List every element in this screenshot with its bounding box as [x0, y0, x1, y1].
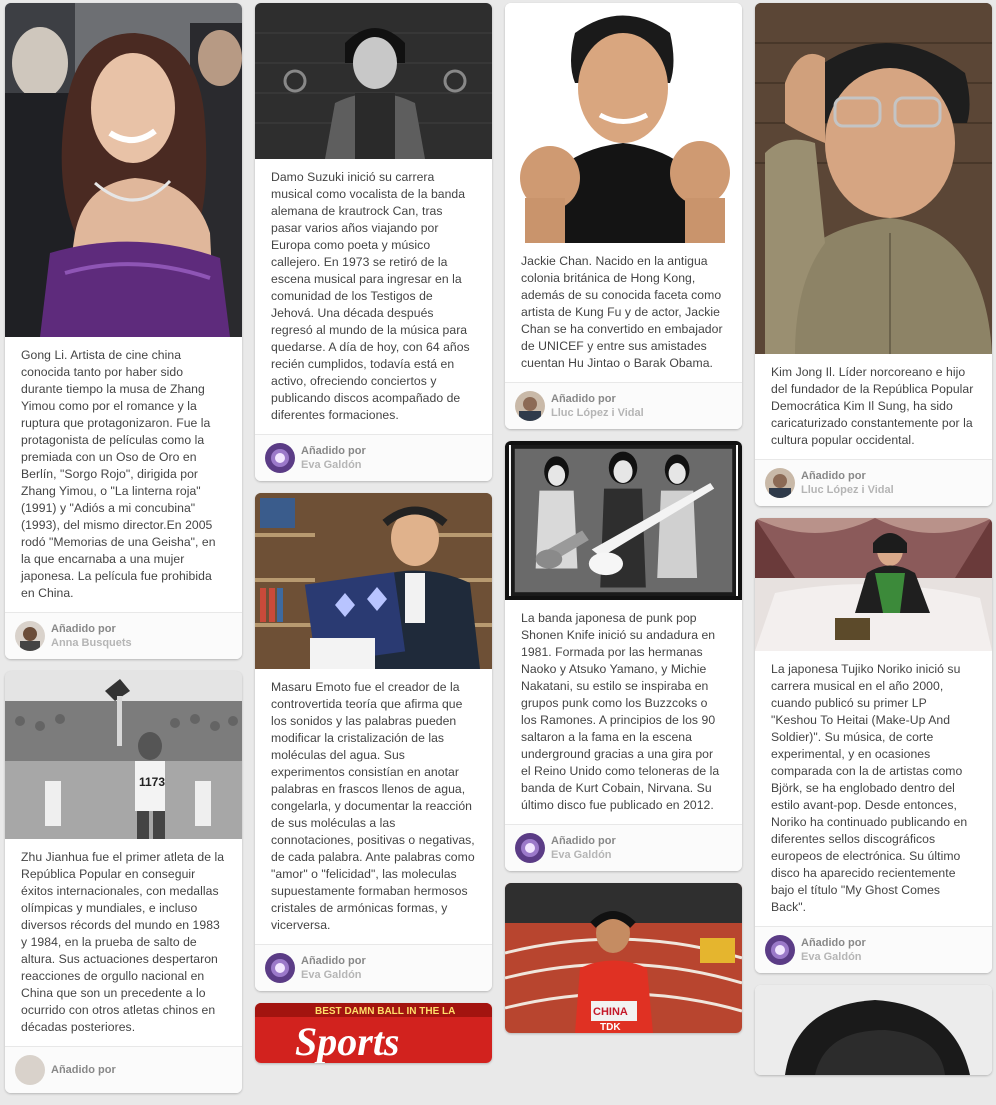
added-by-label: Añadido por: [801, 937, 866, 949]
added-by-label: Añadido por: [551, 835, 616, 847]
pin-description: La banda japonesa de punk pop Shonen Knife inició su andadura en 1981. Formada por las hermanas Naoko y Atsuko Yamano, y Michie Nakatani, su estilo se inspiraba en grupos punk como los Buzzcoks o los Ramones. A principios de los 90 saltaron a la fama en la escena underground gracias a una gira por el Reino Unido como teloneras de la banda de Kurt Cobain, Nirvana. Su último disco fue publicado en 2012.: [521, 611, 720, 812]
added-by-label: Añadido por: [51, 1064, 116, 1076]
sports-magazine-photo[interactable]: [255, 1003, 492, 1063]
user-avatar[interactable]: [765, 468, 795, 498]
user-name[interactable]: Eva Galdón: [301, 459, 362, 471]
pin-kim-jong-il[interactable]: [755, 3, 992, 506]
pin-gong-li[interactable]: [5, 3, 242, 659]
shonen-knife-photo[interactable]: [505, 441, 742, 600]
pin-masaru-emoto[interactable]: [255, 493, 492, 991]
added-by-label: Añadido por: [801, 470, 866, 482]
pin-footer[interactable]: [505, 824, 742, 871]
user-name[interactable]: Eva Galdón: [801, 951, 862, 963]
pin-description: Gong Li. Artista de cine china conocida tanto por haber sido durante tiempo la musa de Zhang Yimou como por el romance y la ruptura que protagonizaron. Fue la protagonista de películas como la premiada con un Oso de Oro en Berlín, "Sorgo Rojo", dirigida por Zhang Yimou, o "La linterna roja" (1991) y "Adiós a mi concubina" (1993), del mismo director.En 2005 rodó "Memorias de una Geisha", en la que encarnaba a una mujer japonesa. La película fue prohibida en China.: [21, 348, 216, 600]
kim-jong-il-photo[interactable]: [755, 3, 992, 354]
pin-description: La japonesa Tujiko Noriko inició su carrera musical en el año 2000, cuando publicó su primer LP "Keshou To Heitai (Make-Up And Soldier)". Su música, de corte experimental, y en ocasiones comparada con la de artistas como Björk, se ha englobado dentro del estilo avant-pop. Desde entonces, Noriko ha continuado publicando en diferentes sellos discográficos europeos de electrónica. Su último disco ha aparecido recientemente bajo el título "My Ghost Comes Back".: [771, 662, 968, 914]
pin-jackie-chan[interactable]: [505, 3, 742, 429]
user-name[interactable]: Eva Galdón: [551, 849, 612, 861]
pin-footer[interactable]: [505, 382, 742, 429]
portrait-photo[interactable]: [755, 985, 992, 1075]
added-by-label: Añadido por: [301, 445, 366, 457]
pin-damo-suzuki[interactable]: [255, 3, 492, 481]
pin-footer[interactable]: [255, 434, 492, 481]
pin-athlete[interactable]: [505, 883, 742, 1033]
pin-footer[interactable]: [755, 459, 992, 506]
tujiko-noriko-photo[interactable]: [755, 518, 992, 651]
pin-description: Masaru Emoto fue el creador de la controvertida teoría que afirma que los sonidos y las palabras pueden modificar la cristalización de las moléculas del agua. Sus experimentos consistían en anotar palabras en frascos llenos de agua, congelarla, y documentar la reacción de sus moléculas a las connotaciones, positivas o negativas, de cada palabra. Ante palabras como "amor" o "felicidad", las moleculas supuestamente formaban hermosos cristales de armónicas formas, y vicerversa.: [271, 680, 475, 932]
added-by-label: Añadido por: [301, 955, 366, 967]
jackie-chan-photo[interactable]: [505, 3, 742, 243]
pin-shonen-knife[interactable]: [505, 441, 742, 871]
pin-description: Jackie Chan. Nacido en la antigua colonia británica de Hong Kong, además de su conocida faceta como artista de Kung Fu y de actor, Jackie Chan se ha convertido en embajador de UNICEF y entre sus amistades cuentan Hu Jintao o Barak Obama.: [521, 254, 723, 370]
athlete-photo[interactable]: [505, 883, 742, 1033]
magazine-title: Sports: [295, 1019, 400, 1063]
pin-portrait[interactable]: [755, 985, 992, 1075]
pin-footer[interactable]: [755, 926, 992, 973]
gong-li-photo[interactable]: [5, 3, 242, 337]
added-by-label: Añadido por: [551, 393, 616, 405]
magazine-banner: BEST DAMN BALL IN THE LA: [315, 1006, 456, 1017]
pin-description: Kim Jong Il. Líder norcoreano e hijo del fundador de la República Popular Democrática Kim Il Sung, ha sido caricaturizado constantemente por la cultura popular occidental.: [771, 365, 974, 447]
sponsor-text: TDK: [600, 1022, 621, 1033]
pin-footer[interactable]: [5, 1046, 242, 1093]
pin-tujiko-noriko[interactable]: [755, 518, 992, 973]
user-avatar[interactable]: [265, 953, 295, 983]
user-name[interactable]: Eva Galdón: [301, 969, 362, 981]
bib-number: 1173: [139, 775, 166, 789]
user-avatar[interactable]: [265, 443, 295, 473]
user-avatar[interactable]: [765, 935, 795, 965]
user-name[interactable]: Lluc López i Vidal: [801, 484, 894, 496]
user-avatar[interactable]: [515, 391, 545, 421]
damo-suzuki-photo[interactable]: [255, 3, 492, 159]
user-name[interactable]: Lluc López i Vidal: [551, 407, 644, 419]
pin-footer[interactable]: [5, 612, 242, 659]
pin-zhu-jianhua[interactable]: [5, 671, 242, 1093]
pin-footer[interactable]: [255, 944, 492, 991]
jersey-text: CHINA: [593, 1006, 628, 1018]
pin-description: Damo Suzuki inició su carrera musical como vocalista de la banda alemana de krautrock Can, tras pasar varios años viajando por Europa como poeta y músico callejero. En 1973 se retiró de la escena musical para ingresar en la comunidad de los Testigos de Jehová. Una década después regresó al mundo de la música para quedarse. A día de hoy, con 64 años recién cumplidos, todavía está en activo, ofreciendo conciertos y publicando discos acompañado de diferentes formaciones.: [271, 170, 470, 422]
user-name[interactable]: Anna Busquets: [51, 637, 132, 649]
zhu-jianhua-photo[interactable]: [5, 671, 242, 839]
pin-sports-magazine[interactable]: [255, 1003, 492, 1063]
pin-description: Zhu Jianhua fue el primer atleta de la República Popular en conseguir éxitos internacionales, con medallas olímpicas y mundiales, e incluso diversos récords del mundo en 1983 y 1984, en la prueba de salto de altura. Sus actuaciones despertaron reacciones de orgullo nacional en China que son un precedente a lo ocurrido con otros atletas chinos en décadas posteriores.: [21, 850, 225, 1034]
user-avatar[interactable]: [515, 833, 545, 863]
added-by-label: Añadido por: [51, 623, 116, 635]
user-avatar[interactable]: [15, 621, 45, 651]
masaru-emoto-photo[interactable]: [255, 493, 492, 669]
user-avatar[interactable]: [15, 1055, 45, 1085]
